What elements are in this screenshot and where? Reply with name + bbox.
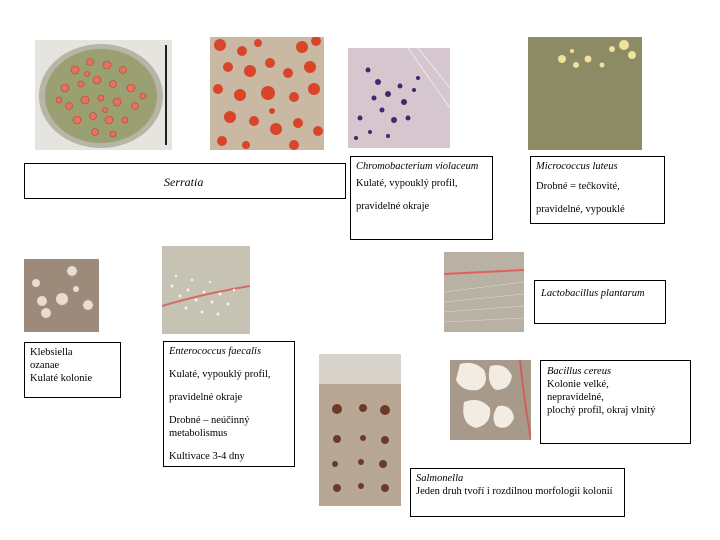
klebsiella-photo <box>24 259 99 332</box>
salmonella-caption <box>410 468 625 517</box>
enterococcus-caption <box>163 341 295 467</box>
lactobacillus-caption <box>534 280 666 324</box>
salmonella-name: Salmonella <box>416 473 464 484</box>
micrococcus-line2: pravidelné, vypouklé <box>536 204 625 215</box>
bacillus-line2: nepravidelné, <box>547 392 604 403</box>
enterococcus-name: Enterococcus faecalis <box>169 346 262 357</box>
serratia-caption <box>24 163 346 199</box>
chromobacterium-photo <box>348 48 450 148</box>
klebsiella-name1: Klebsiella <box>30 347 73 358</box>
chromobacterium-line2: pravidelné okraje <box>356 201 430 212</box>
klebsiella-name2: ozanae <box>30 360 60 371</box>
klebsiella-caption <box>24 342 121 398</box>
serratia-closeup-photo <box>210 37 324 150</box>
enterococcus-line4: Kultivace 3-4 dny <box>169 451 245 462</box>
lactobacillus-photo <box>444 252 524 332</box>
chromobacterium-caption <box>350 156 493 240</box>
serratia-label: Serratia <box>164 175 204 189</box>
enterococcus-line3: Drobné – neúčinný metabolismus <box>169 415 250 439</box>
enterococcus-line1: Kulaté, vypouklý profil, <box>169 369 271 380</box>
chromobacterium-name: Chromobacterium violaceum <box>356 161 479 172</box>
klebsiella-line1: Kulaté kolonie <box>30 373 93 384</box>
bacillus-caption <box>540 360 691 444</box>
micrococcus-caption <box>530 156 665 224</box>
serratia-plate-photo <box>35 40 172 150</box>
chromobacterium-line1: Kulaté, vypouklý profil, <box>356 178 458 189</box>
micrococcus-photo <box>528 37 642 150</box>
salmonella-line1: Jeden druh tvoří i rozdílnou morfologii kolonií <box>416 486 613 497</box>
bacillus-line1: Kolonie velké, <box>547 379 609 390</box>
micrococcus-line1: Drobné = tečkovité, <box>536 181 620 192</box>
lactobacillus-name: Lactobacillus plantarum <box>541 288 645 299</box>
micrococcus-name: Micrococcus luteus <box>536 161 618 172</box>
bacillus-name: Bacillus cereus <box>547 366 612 377</box>
salmonella-photo <box>319 354 401 506</box>
enterococcus-line2: pravidelné okraje <box>169 392 243 403</box>
bacillus-photo <box>450 360 531 440</box>
bacillus-line3: plochý profil, okraj vlnitý <box>547 405 656 416</box>
enterococcus-photo <box>162 246 250 334</box>
